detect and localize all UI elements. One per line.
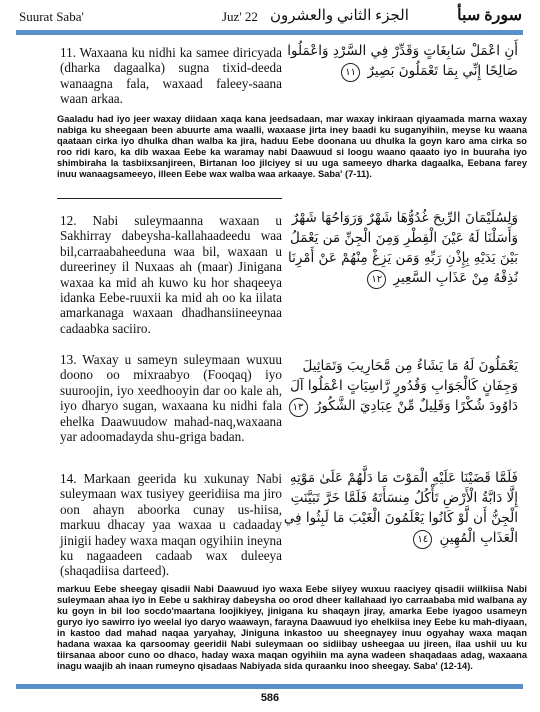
juz-label: Juz' 22 <box>222 9 258 24</box>
surah-title: Suurat Saba' <box>19 9 84 24</box>
section-divider <box>57 198 282 199</box>
verse-13-number: ١٣ <box>289 398 308 417</box>
verse-13-translation: 13. Waxay u sameyn suleymaan wuxuu doono oo mixraabyo (Fooqaq) iyo suuroojin, iyo xeedhooyin dar oo kale ah, iyo dharyo sugan, waxaana ku nidhi fala ehelka Daawuudow mahad-naq,waxaana yar adoomadayda shu-griga badan. <box>60 352 282 445</box>
verse-14-number: ١٤ <box>413 530 432 549</box>
verse-14-arabic <box>280 468 518 549</box>
juz-arabic-title: الجزء الثاني والعشرون <box>270 8 409 24</box>
verse-12-arabic <box>280 208 518 289</box>
verse-12-arabic-text: وَلِسُلَيْمَانَ الرِّيحَ غُدُوُّهَا شَهْرٌ وَرَوَاحُهَا شَهْرٌ وَأَسَلْنَا لَهُ عَيْنَ الْقِطْرِ وَمِنَ الْجِنِّ مَن يَعْمَلُ بَيْنَ يَدَيْهِ بِإِذْنِ رَبِّهِ وَمَن يَزِغْ مِنْهُمْ عَنْ أَمْرِنَا نُذِقْهُ مِنْ عَذَابِ السَّعِيرِ <box>287 210 518 286</box>
verse-11-number: ١١ <box>341 63 360 82</box>
page-number: 586 <box>260 692 280 704</box>
verse-13-arabic-text: يَعْمَلُونَ لَهُ مَا يَشَاءُ مِن مَّحَارِيبَ وَتَمَاثِيلَ وَجِفَانٍ كَالْجَوَابِ وَقُدُورٍ رَّاسِيَاتٍ اعْمَلُوا آلَ دَاوُودَ شُكْرًا وَقَلِيلٌ مِّنْ عِبَادِيَ الشَّكُورُ <box>290 358 518 414</box>
verse-13-arabic <box>280 356 518 417</box>
verse-14-arabic-text: فَلَمَّا قَضَيْنَا عَلَيْهِ الْمَوْتَ مَا دَلَّهُمْ عَلَىٰ مَوْتِهِ إِلَّا دَابَّةُ الْأَرْضِ تَأْكُلُ مِنسَأَتَهُ فَلَمَّا خَرَّ تَبَيَّنَتِ الْجِنُّ أَن لَّوْ كَانُوا يَعْلَمُونَ الْغَيْبَ مَا لَبِثُوا فِي الْعَذَابِ الْمُهِينِ <box>283 470 518 546</box>
verse-14-translation: 14. Markaan geerida ku xukunay Nabi suleymaan wax tusiyey geeridiisa ma jiro oon ahayn aboorka cunay us-hiisa, markuu dhacay yaa waxaa u cadaaday jinigii hadey waxa maqan ogyihiin ineyna ku nagaadeen cadaab wax duleeya (shaqadiisa darteed). <box>60 471 282 579</box>
commentary-12-14: markuu Eebe sheegay qisadii Nabi Daawuud iyo waxa Eebe siiyey wuxuu raaciyey qisadii wiilkiisa Nabi suleymaan ahaa iyo in Eebe u sakhiray dabeysha oo orod dheer kallahaad iyo carraababa mid walbana ay ku goyn in bil loo socdo'maartana loojikiyey, jinigana ku shaqayn jiray, amarka Eebe iyagoo usameyn guryo iyo sawirro iyo weelal iyo daryo waawayn, farayna Daawuud iyo ehelkiisa iney Eebe ku mah-diyaan, in kastoo dad mahad naqaa yaryahay, Jiniguna inkastoo uu sheegnayey inuu ogyahay waxa maqan hadana waxaa ka qarsoomay geeridii Nabi suleymaan oo sidiibay usheegaa uu jireen, ilaa ushii uu ku tiirsanaa aboor cuno oo dhaco, haday waxa maqan ogyihiin ma ayna wadeen shaqadaas adag, waxaana inagu waajib ah inaan rumeyno qisadaas Nabiyada sida quraanku inoo sheegay. Saba' (12-14). <box>57 584 527 671</box>
verse-12-number: ١٢ <box>367 270 386 289</box>
verse-11-arabic-text: أَنِ اعْمَلْ سَابِغَاتٍ وَقَدِّرْ فِي السَّرْدِ وَاعْمَلُوا صَالِحًا إِنِّي بِمَا تَعْمَلُونَ بَصِيرٌ <box>287 43 518 79</box>
surah-arabic-title: سورة سبأ <box>457 7 522 24</box>
footer-rule <box>16 684 523 689</box>
verse-11-arabic <box>280 41 518 82</box>
header-rule <box>16 30 523 35</box>
commentary-7-11: Gaaladu had iyo jeer waxay diidaan xaqa kana jeedsadaan, mar waxay inkiraan qiyaamada marna waxay nabiga ku sheegaan been abuurte ama waalli, waxaase jirta iney baadi ku suganyihiin, meyse ku waana qaataan cirka iyo dhulka dhan walba ka jira, haduu Eebe doonana uu dhulka la goyn karo ama cirka so roo ridi karo, ka dib waxaa Eebe ka waramay nabi Daawuud si loogu waano qaaato iyo in buuraha iyo shimbiraha la tasbiixsanjireen, Birtanan loo jilciyey si uu uga sameeyo dharka dagaalka, Eebana farey inuu wanaagsameeyo, illeen Eebe wax walba waa arkaaye. Saba' (7-11). <box>57 114 527 179</box>
verse-12-translation: 12. Nabi suleymaanna waxaan u Sakhirray dabeysha-kallahaadeedu waa bil,carraabaheeduna waa bil, waxaan u dureeriney il Nuxaas ah (maar) Jinigana waxaa ka mid ah kuwo ku hor shaqeeya idanka Eebe-ruuxii ka mid ah oo ka iilata amarkanaga waxaan dhadhansiineeynaa cadaabka saciiro. <box>60 213 282 336</box>
verse-11-translation: 11. Waxaana ku nidhi ka samee diricyada (dharka dagaalka) sugna tixid-deeda wanaagna fala, waxaad faleey-saana waan arkaa. <box>60 45 282 107</box>
